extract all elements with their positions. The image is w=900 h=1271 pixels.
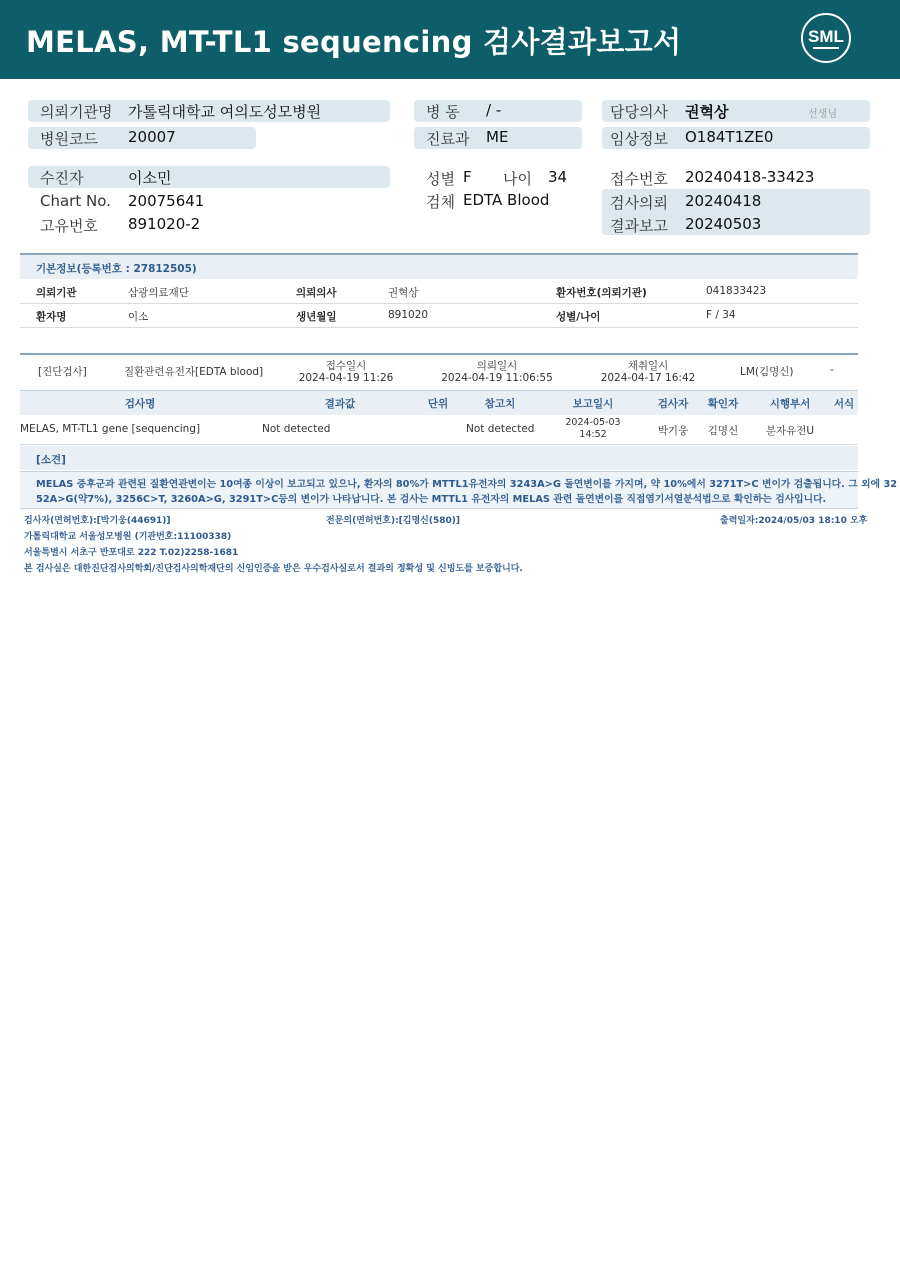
row-report-date: 2024-05-03 bbox=[565, 417, 621, 428]
basic-val-sex-age: F / 34 bbox=[706, 309, 736, 321]
dept-label: 진료과 bbox=[426, 130, 470, 148]
footer-certification: 본 검사실은 대한진단검사의학회/진단검사의학재단의 신임인증을 받은 우수검사실로서 결과의 정확성 및 신빙도를 보증합니다. bbox=[24, 564, 523, 574]
opinion-header bbox=[20, 446, 858, 470]
specimen-value: EDTA Blood bbox=[463, 191, 550, 209]
basic-bottom-divider bbox=[20, 327, 858, 328]
th-test-name: 검사명 bbox=[124, 398, 156, 410]
sex-label: 성별 bbox=[426, 170, 455, 188]
logo-text: SML bbox=[808, 27, 844, 46]
sex-value: F bbox=[463, 168, 472, 186]
clinical-label: 임상정보 bbox=[610, 130, 668, 148]
basic-row-divider bbox=[20, 303, 858, 304]
th-reference: 참고치 bbox=[484, 398, 516, 410]
basic-key-name: 환자명 bbox=[36, 311, 67, 323]
basic-key-sex-age: 성별/나이 bbox=[556, 311, 601, 323]
row-confirmer: 김명신 bbox=[707, 425, 739, 437]
footer-specialist: 전문의(면허번호):[김명신(580)] bbox=[326, 516, 461, 526]
doctor-suffix: 선생님 bbox=[808, 109, 837, 120]
basic-key-requester: 의뢰기관 bbox=[36, 287, 77, 299]
opinion-line-2: 52A>G(약7%), 3256C>T, 3260A>G, 3291T>C등의 변이가 나타납니다. 본 검사는 MTTL1 유전자의 MELAS 관련 돌연변이를 직접염기서열분석법으로 확인하는 검사입니다. bbox=[36, 494, 827, 505]
received-value: 2024-04-19 11:26 bbox=[298, 372, 394, 384]
basic-val-birth: 891020 bbox=[388, 309, 429, 321]
ward-value: / - bbox=[486, 101, 502, 119]
basic-key-patient-no: 환자번호(의뢰기관) bbox=[556, 287, 647, 299]
report-date-label: 결과보고 bbox=[610, 217, 668, 235]
patient-label: 수진자 bbox=[40, 169, 84, 187]
doctor-label: 담당의사 bbox=[610, 103, 668, 121]
collected-value: 2024-04-17 16:42 bbox=[600, 372, 696, 384]
report-title: MELAS, MT-TL1 sequencing 검사결과보고서 bbox=[26, 25, 682, 59]
th-unit: 단위 bbox=[427, 398, 449, 410]
received-label: 접수일시 bbox=[325, 360, 367, 372]
row-department: 분자유전U bbox=[765, 425, 815, 437]
sml-logo bbox=[801, 13, 851, 63]
th-confirmer: 확인자 bbox=[707, 398, 739, 410]
chart-value: 20075641 bbox=[128, 192, 205, 210]
row-report-time: 14:52 bbox=[579, 429, 607, 440]
basic-key-birth: 생년월일 bbox=[296, 311, 337, 323]
hospital-code-label: 병원코드 bbox=[40, 130, 98, 148]
requested-label: 의뢰일시 bbox=[476, 360, 518, 372]
th-tester: 검사자 bbox=[657, 398, 689, 410]
table-row-divider bbox=[20, 444, 858, 445]
exam-description: 질환관련유전자[EDTA blood] bbox=[124, 366, 264, 378]
opinion-line-1: MELAS 증후군과 관련된 질환연관변이는 10여종 이상이 보고되고 있으나, 환자의 80%가 MTTL1유전자의 3243A>G 돌연변이를 가지며, 약 10%에서 3271T>C 변이가 검출됩니다. 그 외에 32 bbox=[36, 479, 898, 490]
footer-printed: 출력일자:2024/05/03 18:10 오후 bbox=[720, 516, 868, 526]
footer-lab: 가톨릭대학교 서울성모병원 (기관번호:11100338) bbox=[24, 532, 232, 542]
patient-value: 이소민 bbox=[128, 169, 172, 187]
footer-address: 서울특별시 서초구 반포대로 222 T.02)2258-1681 bbox=[24, 548, 239, 558]
basic-info-title: 기본정보(등록번호 : 27812505) bbox=[36, 263, 197, 275]
footer-tester: 검사자(면허번호):[박기웅(44691)] bbox=[24, 516, 171, 526]
requester-label: 의뢰기관명 bbox=[40, 103, 113, 121]
th-result: 결과값 bbox=[324, 398, 356, 410]
reception-value: 20240418-33423 bbox=[685, 168, 815, 186]
row-result: Not detected bbox=[262, 423, 331, 435]
age-value: 34 bbox=[548, 168, 568, 186]
ward-label: 병 동 bbox=[426, 103, 460, 121]
report-header bbox=[0, 0, 900, 79]
exam-category: [진단검사] bbox=[38, 366, 87, 378]
opinion-title: [소견] bbox=[36, 454, 66, 466]
unique-id-value: 891020-2 bbox=[128, 215, 201, 233]
requester-value: 가톨릭대학교 여의도성모병원 bbox=[128, 103, 322, 121]
dept-value: ME bbox=[486, 128, 509, 146]
clinical-value: O184T1ZE0 bbox=[685, 128, 774, 146]
chart-label: Chart No. bbox=[40, 192, 111, 210]
row-tester: 박기웅 bbox=[657, 425, 689, 437]
collected-label: 채취일시 bbox=[627, 360, 669, 372]
basic-key-doctor: 의뢰의사 bbox=[296, 287, 337, 299]
request-date-value: 20240418 bbox=[685, 192, 762, 210]
basic-info-header bbox=[20, 253, 858, 279]
basic-val-doctor: 권혁상 bbox=[388, 287, 419, 299]
th-department: 시행부서 bbox=[769, 398, 811, 410]
row-test-name: MELAS, MT-TL1 gene [sequencing] bbox=[20, 423, 201, 435]
age-label: 나이 bbox=[503, 170, 532, 188]
exam-dash: - bbox=[830, 364, 834, 376]
doctor-value: 권혁상 bbox=[685, 103, 729, 121]
basic-val-patient-no: 041833423 bbox=[706, 285, 767, 297]
row-reference: Not detected bbox=[466, 423, 535, 435]
logo-underline bbox=[813, 47, 839, 49]
reception-label: 접수번호 bbox=[610, 170, 668, 188]
th-form: 서식 bbox=[833, 398, 855, 410]
request-date-label: 검사의뢰 bbox=[610, 194, 668, 212]
report-date-value: 20240503 bbox=[685, 215, 762, 233]
lab-manager: LM(김명신) bbox=[740, 366, 794, 378]
requested-value: 2024-04-19 11:06:55 bbox=[441, 372, 553, 384]
exam-top-divider bbox=[20, 353, 858, 355]
hospital-code-value: 20007 bbox=[128, 128, 176, 146]
basic-val-name: 이소 bbox=[128, 311, 149, 323]
basic-val-requester: 삼광의료재단 bbox=[128, 287, 189, 299]
specimen-label: 검체 bbox=[426, 193, 455, 211]
unique-id-label: 고유번호 bbox=[40, 217, 98, 235]
th-report-date: 보고일시 bbox=[572, 398, 614, 410]
